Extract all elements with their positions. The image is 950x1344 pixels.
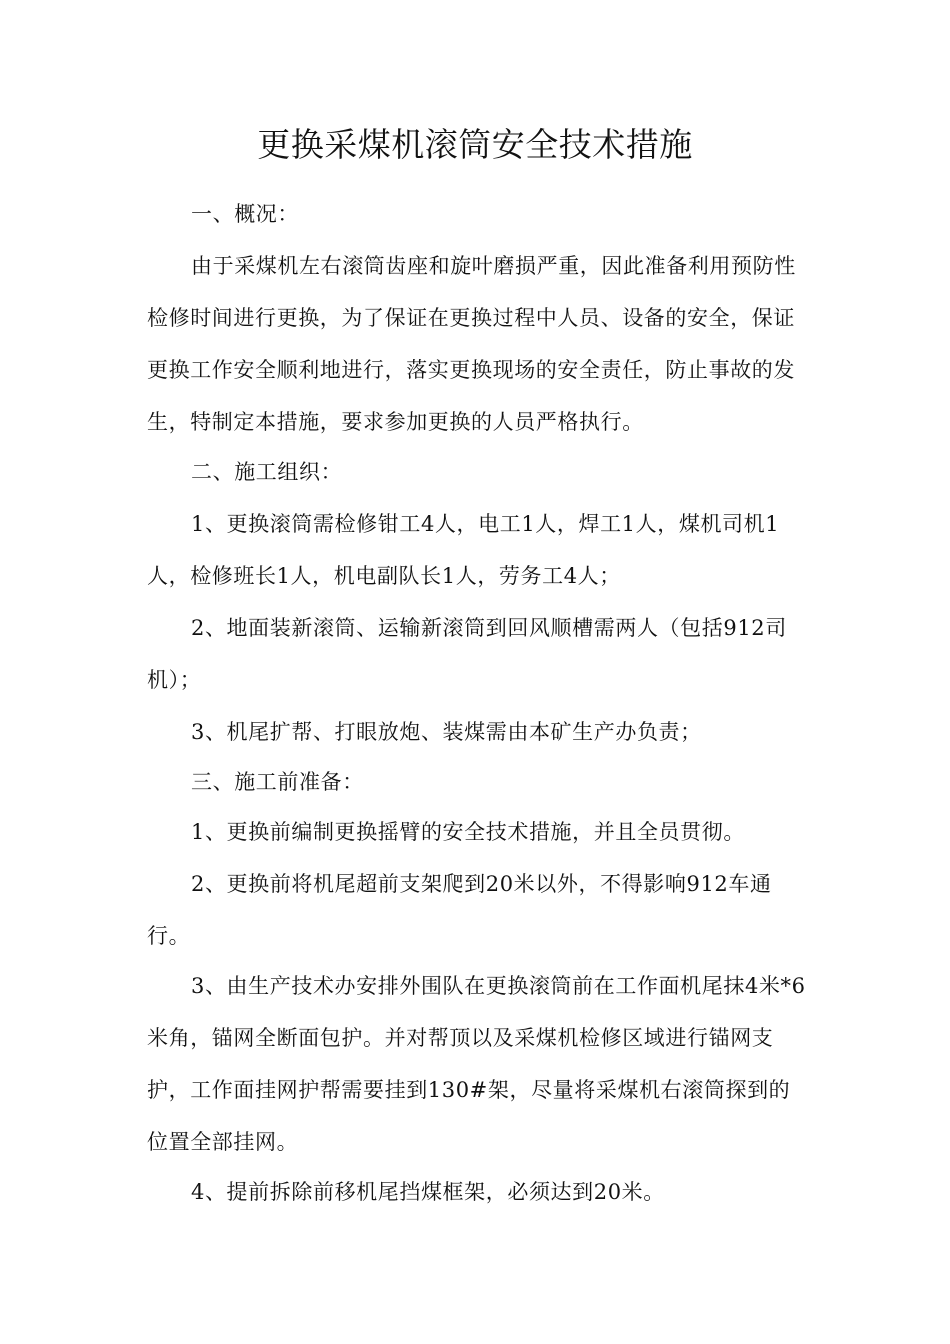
organization-item-3: 3、机尾扩帮、打眼放炮、装煤需由本矿生产办负责； — [191, 720, 702, 744]
overview-paragraph: 由于采煤机左右滚筒齿座和旋叶磨损严重，因此准备利用预防性检修时间进行更换，为了保证在更换过程中人员、设备的安全，保证更换工作安全顺利地进行，落实更换现场的安全责任，防止事故的发生，特制定本措施，要求参加更换的人员严格执行。 — [147, 254, 796, 434]
section-heading-preparation: 三、施工前准备： — [191, 770, 364, 794]
document-title: 更换采煤机滚筒安全技术措施 — [257, 125, 693, 164]
preparation-item-4: 4、提前拆除前移机尾挡煤框架，必须达到20米。 — [191, 1180, 665, 1204]
preparation-item-2: 2、更换前将机尾超前支架爬到20米以外，不得影响912车通行。 — [147, 872, 772, 948]
preparation-item-3: 3、由生产技术办安排外围队在更换滚筒前在工作面机尾抹4米*6米角，锚网全断面包护。并对帮顶以及采煤机检修区域进行锚网支护，工作面挂网护帮需要挂到130#架，尽量将采煤机右滚筒探到的位置全部挂网。 — [147, 974, 806, 1154]
section-heading-organization: 二、施工组织： — [191, 460, 343, 484]
section-heading-overview: 一、概况： — [191, 202, 299, 226]
preparation-item-1: 1、更换前编制更换摇臂的安全技术措施，并且全员贯彻。 — [191, 820, 745, 844]
organization-item-2: 2、地面装新滚筒、运输新滚筒到回风顺槽需两人（包括912司机）； — [147, 616, 787, 692]
organization-item-1: 1、更换滚筒需检修钳工4人，电工1人，焊工1人，煤机司机1人，检修班长1人，机电副队长1人，劳务工4人； — [147, 512, 780, 588]
